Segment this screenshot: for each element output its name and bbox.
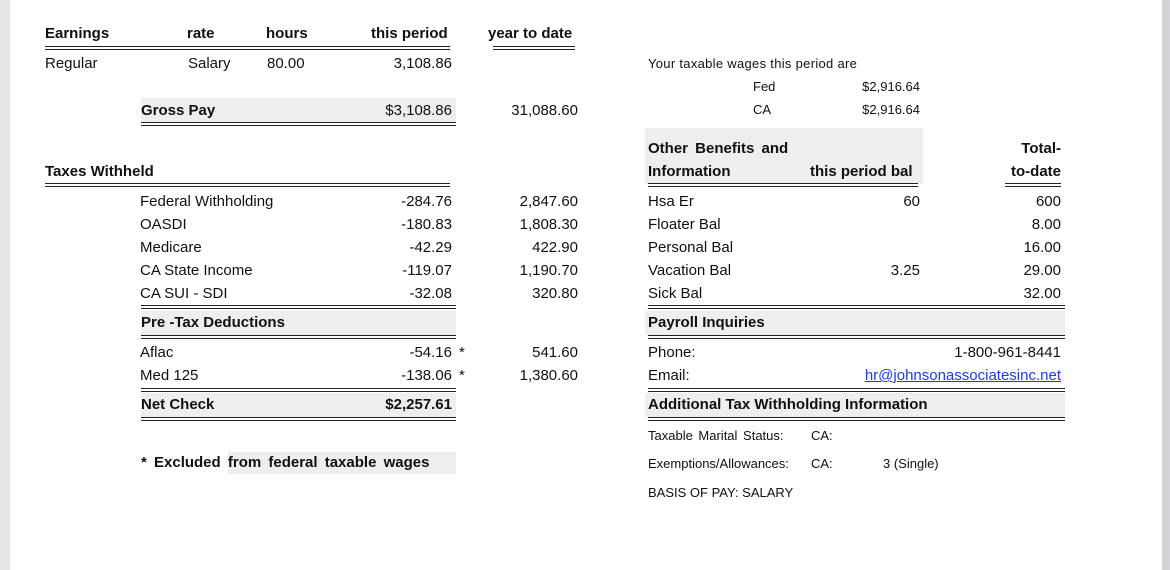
- footnote: * Excluded from federal taxable wages: [141, 454, 430, 471]
- tax-amount: -180.83: [401, 216, 452, 233]
- deduction-ytd: 541.60: [532, 344, 578, 361]
- this-period-header: this period: [371, 25, 448, 42]
- tax-label: CA State Income: [140, 262, 253, 279]
- earnings-hours: 80.00: [267, 55, 305, 72]
- tax-amount: -284.76: [401, 193, 452, 210]
- tax-label: Federal Withholding: [140, 193, 274, 210]
- pay-stub-page: [10, 0, 1162, 570]
- taxes-bottom-rule: [141, 305, 456, 309]
- tax-label: CA SUI - SDI: [140, 285, 228, 302]
- marital-status-state: CA:: [811, 428, 833, 443]
- benefit-this-period: 60: [903, 193, 920, 210]
- tax-ytd: 422.90: [532, 239, 578, 256]
- deduction-amount: -138.06: [401, 367, 452, 384]
- deduction-amount: -54.16: [409, 344, 452, 361]
- deduction-mark: *: [459, 367, 465, 384]
- earnings-header: Earnings: [45, 25, 110, 42]
- email-link-wrap: [830, 367, 1061, 385]
- earnings-type: Regular: [45, 55, 98, 72]
- deduction-label: Med 125: [140, 367, 199, 384]
- tax-amount: -32.08: [409, 285, 452, 302]
- gross-pay-label: Gross Pay: [141, 102, 216, 119]
- taxable-wages-title: Your taxable wages this period are: [648, 56, 858, 71]
- net-check-rule: [141, 417, 456, 421]
- benefits-title-line1: Other Benefits and: [648, 140, 789, 157]
- gross-pay-ytd: 31,088.60: [511, 102, 578, 119]
- phone-label: Phone:: [648, 344, 696, 361]
- rate-header: rate: [187, 25, 215, 42]
- pretax-title: Pre -Tax Deductions: [141, 314, 285, 331]
- benefit-total: 32.00: [1023, 285, 1061, 302]
- benefits-this-period-header: this period bal: [810, 163, 913, 180]
- taxes-rule: [45, 183, 450, 187]
- benefits-total-header-2: to-date: [1011, 163, 1061, 180]
- benefits-total-header-1: Total-: [1021, 140, 1061, 157]
- tax-label: Medicare: [140, 239, 202, 256]
- benefit-total: 16.00: [1023, 239, 1061, 256]
- tax-ytd: 320.80: [532, 285, 578, 302]
- ytd-header: year to date: [488, 25, 573, 42]
- benefits-title-line2: Information: [648, 163, 731, 180]
- email-link[interactable]: hr@johnsonassociatesinc.net: [864, 367, 1061, 384]
- benefits-header-rule: [648, 183, 918, 187]
- net-check-label: Net Check: [141, 396, 215, 413]
- exemptions-state: CA:: [811, 456, 833, 471]
- gross-pay-this-period: $3,108.86: [385, 102, 452, 119]
- taxable-fed-amount: $2,916.64: [862, 79, 920, 94]
- benefit-total: 8.00: [1031, 216, 1061, 233]
- taxable-ca-amount: $2,916.64: [862, 102, 920, 117]
- exemptions-label: Exemptions/Allowances:: [648, 456, 789, 471]
- phone-number: 1-800-961-8441: [954, 344, 1061, 361]
- additional-title: Additional Tax Withholding Information: [648, 396, 928, 413]
- benefit-this-period: 3.25: [890, 262, 920, 279]
- deduction-label: Aflac: [140, 344, 174, 361]
- ytd-header-rule: [493, 46, 575, 50]
- marital-status-label: Taxable Marital Status:: [648, 428, 784, 443]
- deduction-mark: *: [459, 344, 465, 361]
- deduction-ytd: 1,380.60: [519, 367, 578, 384]
- benefit-total: 600: [1035, 193, 1061, 210]
- benefit-label: Floater Bal: [648, 216, 721, 233]
- pretax-bottom-rule: [141, 388, 456, 392]
- inquiries-bottom-rule: [648, 388, 1065, 392]
- benefit-label: Personal Bal: [648, 239, 734, 256]
- hours-header: hours: [266, 25, 308, 42]
- additional-rule: [648, 417, 1065, 421]
- benefits-total-rule: [1005, 183, 1061, 187]
- basis-of-pay: BASIS OF PAY: SALARY: [648, 485, 794, 500]
- earnings-header-rule: [45, 46, 450, 50]
- benefit-label: Sick Bal: [648, 285, 703, 302]
- pretax-rule: [141, 335, 456, 339]
- benefit-label: Hsa Er: [648, 193, 694, 210]
- benefit-label: Vacation Bal: [648, 262, 732, 279]
- tax-ytd: 1,808.30: [519, 216, 578, 233]
- gross-pay-rule: [141, 122, 456, 126]
- inquiries-rule: [648, 335, 1065, 339]
- benefits-bottom-rule: [648, 305, 1065, 309]
- tax-amount: -119.07: [402, 262, 452, 279]
- taxable-fed-label: Fed: [753, 79, 776, 94]
- tax-ytd: 2,847.60: [519, 193, 578, 210]
- tax-label: OASDI: [140, 216, 187, 233]
- benefit-total: 29.00: [1023, 262, 1061, 279]
- inquiries-title: Payroll Inquiries: [648, 314, 765, 331]
- earnings-rate: Salary: [188, 55, 231, 72]
- earnings-this-period: 3,108.86: [393, 55, 452, 72]
- net-check-amount: $2,257.61: [385, 396, 452, 413]
- tax-amount: -42.29: [409, 239, 452, 256]
- taxable-ca-label: CA: [753, 102, 772, 117]
- taxes-title: Taxes Withheld: [45, 163, 154, 180]
- email-label: Email:: [648, 367, 690, 384]
- tax-ytd: 1,190.70: [519, 262, 578, 279]
- exemptions-value: 3 (Single): [883, 456, 939, 471]
